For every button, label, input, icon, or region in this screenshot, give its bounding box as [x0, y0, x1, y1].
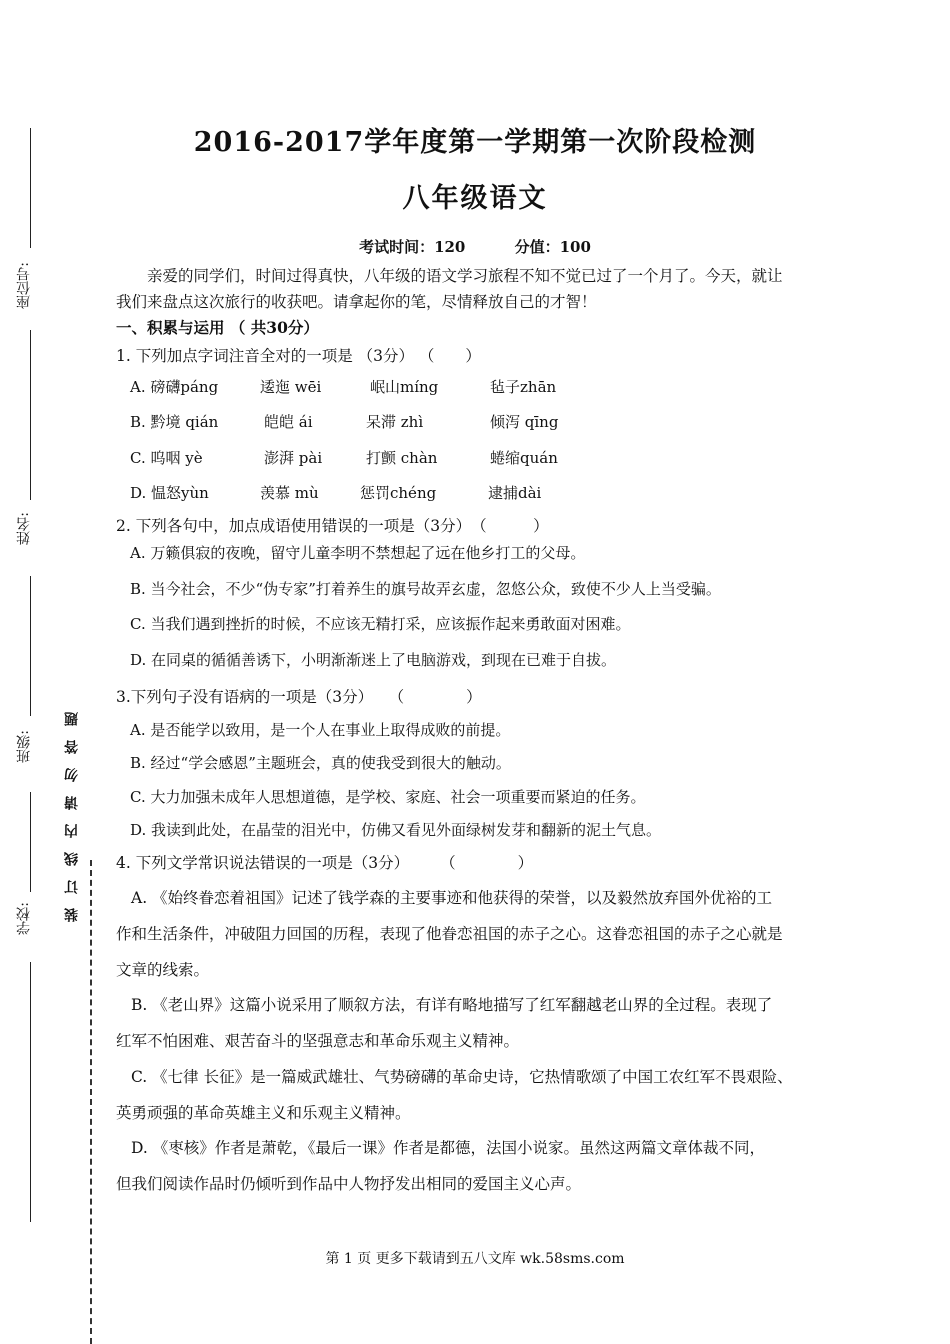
q4-A-line1: A. 《始终眷恋着祖国》记述了钱学森的主要事迹和他获得的荣誉，以及毅然放弃国外优裕的工: [131, 889, 773, 907]
q1-C3: 打颤 chàn: [366, 449, 438, 467]
q1-D4: 逮捕dài: [488, 484, 542, 502]
q4-B-line1: B. 《老山界》这篇小说采用了顺叙方法，有详有略地描写了红军翻越老山界的全过程。表现了: [131, 996, 773, 1014]
q3-option-B: B. 经过“学会感恩”主题班会，真的使我受到很大的触动。: [130, 754, 511, 772]
q1-A3: 岷山míng: [370, 378, 439, 396]
exam-score: 分值：100: [514, 238, 591, 256]
q4-D-line1: D. 《枣核》作者是萧乾，《最后一课》作者是都德，法国小说家。虽然这两篇文章体裁不同，: [131, 1139, 765, 1157]
binding-line-2: [30, 330, 31, 500]
q3-option-C: C. 大力加强未成年人思想道德，是学校、家庭、社会一项重要而紧迫的任务。: [130, 788, 646, 806]
intro-line-2: 我们来盘点这次旅行的收获吧。请拿起你的笔，尽情释放自己的才智！: [116, 293, 597, 311]
q4-C-line2: 英勇顽强的革命英雄主义和乐观主义精神。: [116, 1104, 411, 1122]
exam-subtitle: 八年级语文: [402, 183, 548, 214]
class-label: 班级:: [16, 730, 32, 763]
page-footer: 第 1 页 更多下载请到五八文库 wk.58sms.com: [325, 1251, 625, 1267]
q3-option-A: A. 是否能学以致用，是一个人在事业上取得成败的前提。: [130, 721, 511, 739]
q3-stem: 3.下列句子没有语病的一项是（3分） （ ）: [116, 688, 482, 706]
q1-C1: C. 呜咽 yè: [130, 449, 203, 467]
binding-line-3: [30, 576, 31, 716]
exam-time: 考试时间：120: [359, 238, 466, 256]
q1-D2: 羡慕 mù: [260, 484, 319, 502]
school-label: 学校:: [16, 902, 32, 935]
q1-C4: 蜷缩quán: [490, 449, 558, 467]
intro-line-1: 亲爱的同学们，时间过得真快，八年级的语文学习旅程不知不觉已过了一个月了。今天，就让: [147, 267, 783, 285]
exam-meta: [0, 236, 950, 257]
binding-notice: 装订线内请勿答题: [64, 698, 80, 922]
q1-B2: 皑皑 ái: [264, 413, 313, 431]
seat-number-label: 座位号:: [16, 262, 32, 309]
q4-C-line1: C. 《七律 长征》是一篇威武雄壮、气势磅礴的革命史诗，它热情歌颂了中国工农红军不畏艰险、: [131, 1068, 793, 1086]
q1-B1: B. 黔境 qián: [130, 413, 219, 431]
q1-A1: A. 磅礴páng: [130, 378, 219, 396]
q1-A2: 逶迤 wēi: [260, 378, 322, 396]
q3-option-D: D. 我读到此处，在晶莹的泪光中，仿佛又看见外面绿树发芽和翻新的泥土气息。: [130, 821, 662, 839]
q4-B-line2: 红军不怕困难、艰苦奋斗的坚强意志和革命乐观主义精神。: [116, 1032, 520, 1050]
q1-D3: 惩罚chéng: [360, 484, 437, 502]
q1-B3: 呆滞 zhì: [366, 413, 424, 431]
q1-stem: 1. 下列加点字词注音全对的一项是 （3分） （ ）: [116, 347, 481, 365]
q4-D-line2: 但我们阅读作品时仍倾听到作品中人物抒发出相同的爱国主义心声。: [116, 1175, 582, 1193]
q2-stem: 2. 下列各句中，加点成语使用错误的一项是（3分） （ ）: [116, 517, 549, 535]
binding-dashed-line: [90, 860, 92, 1344]
q4-stem: 4. 下列文学常识说法错误的一项是（3分） （ ）: [116, 854, 534, 872]
q4-A-line2: 作和生活条件，冲破阻力回国的历程，表现了他眷恋祖国的赤子之心。这眷恋祖国的赤子之心就是: [116, 925, 783, 943]
q2-option-B: B. 当今社会，不少“伪专家”打着养生的旗号故弄玄虚，忽悠公众，致使不少人上当受骗。: [130, 580, 721, 598]
q4-A-line3: 文章的线索。: [116, 961, 210, 979]
q1-D1: D. 愠怒yùn: [130, 484, 209, 502]
q2-option-A: A. 万籁俱寂的夜晚，留守儿童李明不禁想起了远在他乡打工的父母。: [130, 544, 586, 562]
q2-option-C: C. 当我们遇到挫折的时候，不应该无精打采，应该振作起来勇敢面对困难。: [130, 615, 631, 633]
section-heading: 一、积累与运用 （ 共30分）: [116, 318, 319, 337]
q1-B4: 倾泻 qīng: [490, 413, 559, 431]
name-label: 姓名:: [16, 512, 32, 545]
q1-A4: 毡子zhān: [490, 378, 557, 396]
q1-C2: 澎湃 pài: [264, 449, 323, 467]
binding-line-5: [30, 962, 31, 1222]
q2-option-D: D. 在同桌的循循善诱下，小明渐渐迷上了电脑游戏，到现在已难于自拔。: [130, 651, 617, 669]
binding-line-4: [30, 792, 31, 892]
exam-title: 2016-2017学年度第一学期第一次阶段检测: [193, 127, 757, 158]
